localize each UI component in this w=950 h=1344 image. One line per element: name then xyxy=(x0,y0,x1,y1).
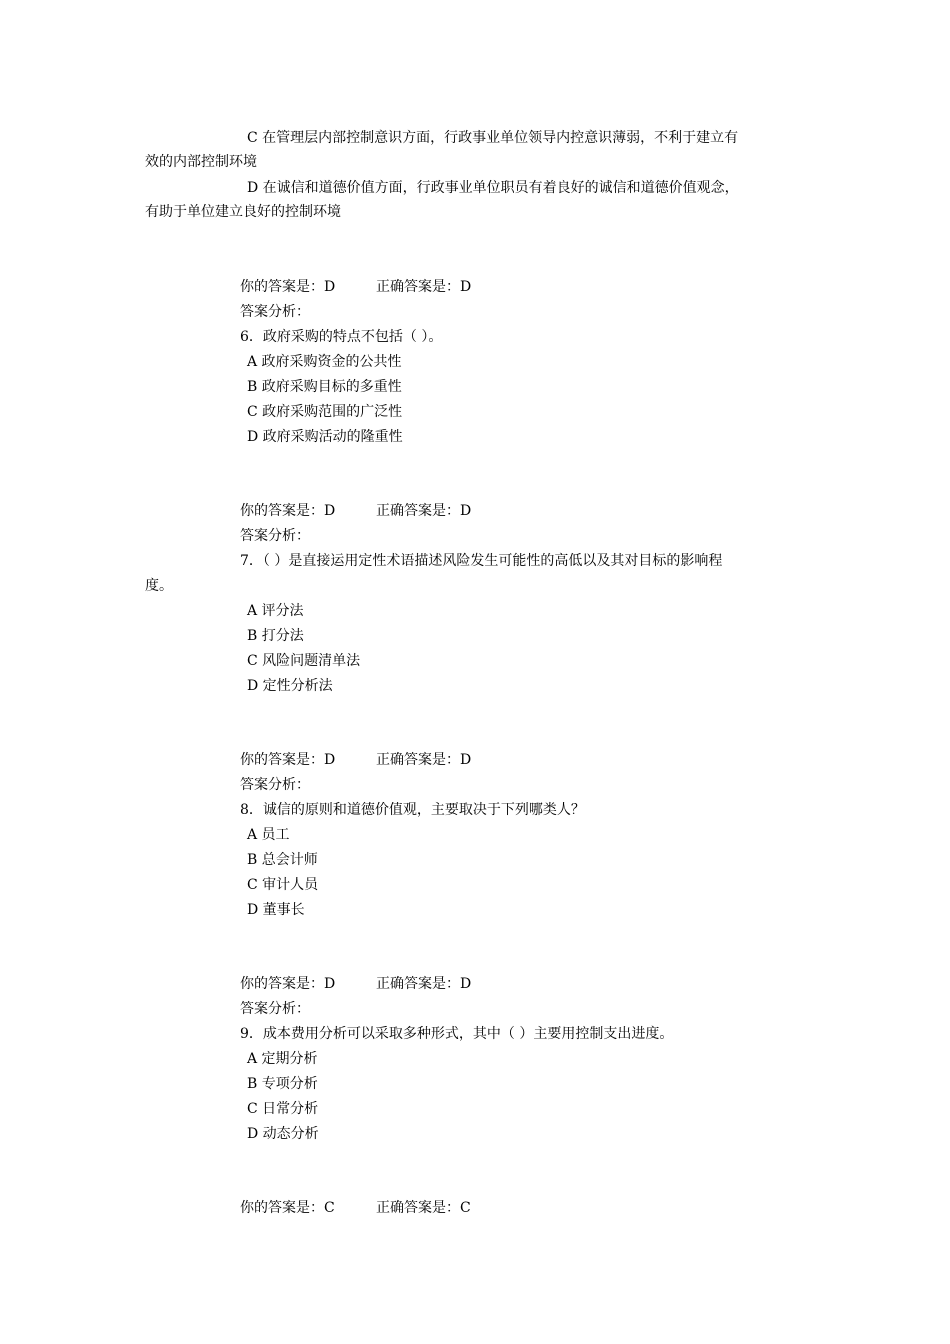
answer-line xyxy=(240,277,471,297)
option-a: A 定期分析 xyxy=(247,1051,318,1067)
correct-answer: 正确答案是：D xyxy=(376,503,472,519)
question-text: 6．政府采购的特点不包括（ ）。 xyxy=(240,329,443,345)
option-a: A 评分法 xyxy=(247,603,304,619)
question-text: 9．成本费用分析可以采取多种形式，其中（ ）主要用控制支出进度。 xyxy=(240,1026,674,1042)
option-d: D 定性分析法 xyxy=(247,678,333,694)
option-c: C 审计人员 xyxy=(247,877,319,893)
option-a: A 员工 xyxy=(247,827,290,843)
option-c: C 政府采购范围的广泛性 xyxy=(247,404,403,420)
question-text: 7．（ ）是直接运用定性术语描述风险发生可能性的高低以及其对目标的影响程 xyxy=(240,553,723,569)
option-d-line2: 有助于单位建立良好的控制环境 xyxy=(145,204,341,220)
answer-line xyxy=(240,501,471,521)
option-d: D 政府采购活动的隆重性 xyxy=(247,429,403,445)
answer-line xyxy=(240,974,471,994)
option-b: B 打分法 xyxy=(247,628,304,644)
your-answer: 你的答案是：D xyxy=(240,279,336,295)
correct-answer: 正确答案是：D xyxy=(376,279,472,295)
option-b: B 政府采购目标的多重性 xyxy=(247,379,402,395)
option-d-line1: D 在诚信和道德价值方面，行政事业单位职员有着良好的诚信和道德价值观念， xyxy=(247,180,739,196)
option-d: D 董事长 xyxy=(247,902,305,918)
your-answer: 你的答案是：D xyxy=(240,503,336,519)
correct-answer: 正确答案是：D xyxy=(376,976,472,992)
answer-analysis: 答案分析： xyxy=(240,528,310,544)
option-d: D 动态分析 xyxy=(247,1126,319,1142)
option-c: C 风险问题清单法 xyxy=(247,653,361,669)
option-b: B 总会计师 xyxy=(247,852,318,868)
answer-line xyxy=(240,1198,471,1218)
option-c-line1: C 在管理层内部控制意识方面，行政事业单位领导内控意识薄弱，不利于建立有 xyxy=(247,130,739,146)
option-a: A 政府采购资金的公共性 xyxy=(247,354,402,370)
option-c-line2: 效的内部控制环境 xyxy=(145,154,257,170)
option-b: B 专项分析 xyxy=(247,1076,318,1092)
your-answer: 你的答案是：C xyxy=(240,1200,335,1216)
option-c: C 日常分析 xyxy=(247,1101,319,1117)
answer-analysis: 答案分析： xyxy=(240,777,310,793)
answer-analysis: 答案分析： xyxy=(240,1001,310,1017)
your-answer: 你的答案是：D xyxy=(240,752,336,768)
your-answer: 你的答案是：D xyxy=(240,976,336,992)
correct-answer: 正确答案是：D xyxy=(376,752,472,768)
question-text: 8．诚信的原则和道德价值观，主要取决于下列哪类人？ xyxy=(240,802,585,818)
question-text-cont: 度。 xyxy=(145,578,173,594)
correct-answer: 正确答案是：C xyxy=(376,1200,471,1216)
answer-line xyxy=(240,750,471,770)
answer-analysis: 答案分析： xyxy=(240,304,310,320)
